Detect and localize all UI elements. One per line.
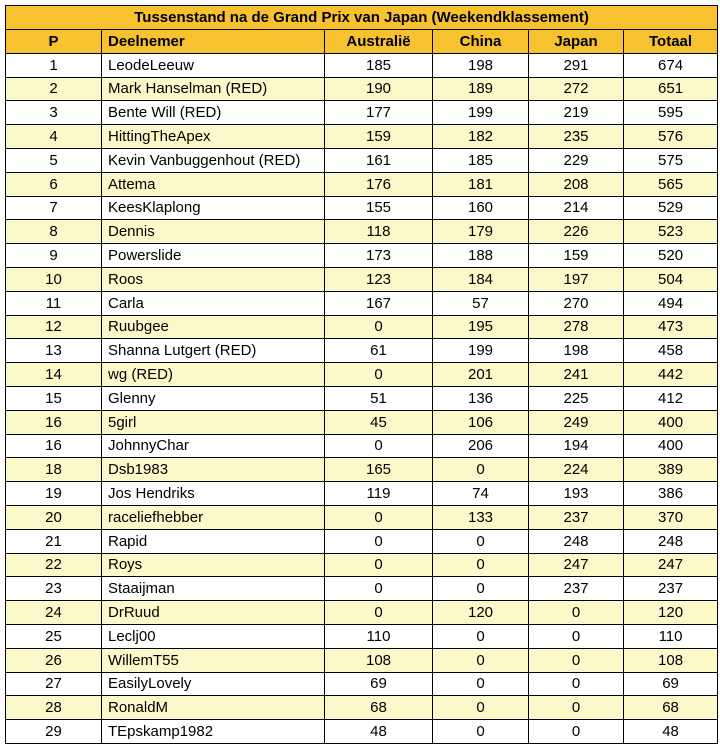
cell-australia: 110 [325, 624, 433, 648]
cell-position: 3 [6, 101, 102, 125]
cell-total: 651 [624, 77, 718, 101]
cell-china: 57 [433, 291, 529, 315]
cell-participant: 5girl [102, 410, 325, 434]
cell-participant: Carla [102, 291, 325, 315]
cell-australia: 108 [325, 648, 433, 672]
table-row [6, 672, 718, 696]
cell-china: 0 [433, 624, 529, 648]
cell-participant: Powerslide [102, 244, 325, 268]
cell-participant: JohnnyChar [102, 434, 325, 458]
table-row [6, 267, 718, 291]
cell-position: 11 [6, 291, 102, 315]
cell-australia: 0 [325, 505, 433, 529]
cell-participant: wg (RED) [102, 363, 325, 387]
cell-total: 412 [624, 386, 718, 410]
cell-total: 120 [624, 601, 718, 625]
cell-participant: Roos [102, 267, 325, 291]
cell-position: 23 [6, 577, 102, 601]
cell-total: 370 [624, 505, 718, 529]
cell-japan: 272 [529, 77, 624, 101]
cell-australia: 119 [325, 482, 433, 506]
table-row [6, 553, 718, 577]
table-row [6, 315, 718, 339]
cell-australia: 0 [325, 363, 433, 387]
cell-total: 442 [624, 363, 718, 387]
cell-china: 201 [433, 363, 529, 387]
cell-participant: WillemT55 [102, 648, 325, 672]
cell-japan: 0 [529, 624, 624, 648]
cell-participant: Shanna Lutgert (RED) [102, 339, 325, 363]
table-row [6, 505, 718, 529]
cell-australia: 190 [325, 77, 433, 101]
cell-position: 15 [6, 386, 102, 410]
cell-participant: RonaldM [102, 696, 325, 720]
cell-china: 0 [433, 577, 529, 601]
cell-australia: 69 [325, 672, 433, 696]
cell-total: 108 [624, 648, 718, 672]
cell-position: 24 [6, 601, 102, 625]
cell-japan: 248 [529, 529, 624, 553]
cell-japan: 193 [529, 482, 624, 506]
cell-japan: 0 [529, 601, 624, 625]
cell-china: 195 [433, 315, 529, 339]
cell-japan: 247 [529, 553, 624, 577]
cell-total: 494 [624, 291, 718, 315]
cell-japan: 291 [529, 53, 624, 77]
cell-participant: Kevin Vanbuggenhout (RED) [102, 148, 325, 172]
cell-china: 182 [433, 125, 529, 149]
cell-position: 20 [6, 505, 102, 529]
cell-japan: 214 [529, 196, 624, 220]
cell-china: 74 [433, 482, 529, 506]
cell-japan: 224 [529, 458, 624, 482]
cell-position: 13 [6, 339, 102, 363]
cell-australia: 0 [325, 577, 433, 601]
cell-australia: 0 [325, 315, 433, 339]
cell-total: 575 [624, 148, 718, 172]
cell-japan: 198 [529, 339, 624, 363]
cell-position: 27 [6, 672, 102, 696]
cell-china: 179 [433, 220, 529, 244]
cell-china: 136 [433, 386, 529, 410]
cell-total: 48 [624, 720, 718, 744]
cell-total: 68 [624, 696, 718, 720]
table-row [6, 148, 718, 172]
table-row [6, 172, 718, 196]
cell-australia: 51 [325, 386, 433, 410]
cell-china: 160 [433, 196, 529, 220]
cell-china: 184 [433, 267, 529, 291]
cell-participant: Jos Hendriks [102, 482, 325, 506]
cell-australia: 118 [325, 220, 433, 244]
cell-china: 0 [433, 672, 529, 696]
cell-australia: 173 [325, 244, 433, 268]
cell-china: 133 [433, 505, 529, 529]
header-japan: Japan [529, 30, 624, 54]
cell-australia: 0 [325, 434, 433, 458]
cell-australia: 48 [325, 720, 433, 744]
cell-china: 0 [433, 529, 529, 553]
cell-total: 523 [624, 220, 718, 244]
cell-total: 237 [624, 577, 718, 601]
cell-china: 185 [433, 148, 529, 172]
table-row [6, 529, 718, 553]
cell-china: 0 [433, 720, 529, 744]
cell-total: 595 [624, 101, 718, 125]
cell-position: 16 [6, 410, 102, 434]
cell-china: 0 [433, 648, 529, 672]
cell-china: 189 [433, 77, 529, 101]
cell-total: 576 [624, 125, 718, 149]
cell-participant: EasilyLovely [102, 672, 325, 696]
cell-total: 520 [624, 244, 718, 268]
cell-australia: 176 [325, 172, 433, 196]
cell-japan: 226 [529, 220, 624, 244]
standings-body [6, 53, 718, 743]
cell-china: 199 [433, 101, 529, 125]
cell-japan: 0 [529, 696, 624, 720]
table-row [6, 696, 718, 720]
cell-participant: Leclj00 [102, 624, 325, 648]
cell-position: 7 [6, 196, 102, 220]
table-row [6, 339, 718, 363]
table-row [6, 601, 718, 625]
cell-total: 565 [624, 172, 718, 196]
cell-position: 16 [6, 434, 102, 458]
cell-position: 14 [6, 363, 102, 387]
cell-participant: Ruubgee [102, 315, 325, 339]
cell-participant: Attema [102, 172, 325, 196]
table-row [6, 386, 718, 410]
standings-sheet [5, 5, 717, 744]
cell-participant: raceliefhebber [102, 505, 325, 529]
cell-position: 25 [6, 624, 102, 648]
cell-japan: 225 [529, 386, 624, 410]
cell-china: 198 [433, 53, 529, 77]
cell-position: 26 [6, 648, 102, 672]
cell-total: 389 [624, 458, 718, 482]
cell-japan: 229 [529, 148, 624, 172]
table-row [6, 244, 718, 268]
cell-total: 504 [624, 267, 718, 291]
cell-china: 0 [433, 553, 529, 577]
header-australia: Australië [325, 30, 433, 54]
cell-participant: TEpskamp1982 [102, 720, 325, 744]
cell-japan: 208 [529, 172, 624, 196]
cell-position: 6 [6, 172, 102, 196]
cell-japan: 237 [529, 505, 624, 529]
table-row [6, 101, 718, 125]
cell-australia: 0 [325, 601, 433, 625]
cell-japan: 249 [529, 410, 624, 434]
cell-position: 1 [6, 53, 102, 77]
table-row [6, 196, 718, 220]
cell-china: 206 [433, 434, 529, 458]
header-participant: Deelnemer [102, 30, 325, 54]
cell-japan: 270 [529, 291, 624, 315]
cell-participant: HittingTheApex [102, 125, 325, 149]
table-row [6, 220, 718, 244]
table-row [6, 720, 718, 744]
cell-participant: Roys [102, 553, 325, 577]
cell-australia: 68 [325, 696, 433, 720]
cell-china: 188 [433, 244, 529, 268]
table-row [6, 363, 718, 387]
cell-total: 400 [624, 434, 718, 458]
header-total: Totaal [624, 30, 718, 54]
cell-australia: 0 [325, 553, 433, 577]
cell-total: 69 [624, 672, 718, 696]
cell-participant: Bente Will (RED) [102, 101, 325, 125]
cell-position: 5 [6, 148, 102, 172]
cell-australia: 0 [325, 529, 433, 553]
table-row [6, 53, 718, 77]
cell-japan: 0 [529, 720, 624, 744]
cell-china: 181 [433, 172, 529, 196]
cell-japan: 235 [529, 125, 624, 149]
standings-table [5, 5, 718, 744]
table-row [6, 291, 718, 315]
cell-china: 120 [433, 601, 529, 625]
cell-australia: 167 [325, 291, 433, 315]
cell-australia: 165 [325, 458, 433, 482]
cell-japan: 194 [529, 434, 624, 458]
header-position: P [6, 30, 102, 54]
cell-participant: LeodeLeeuw [102, 53, 325, 77]
cell-position: 2 [6, 77, 102, 101]
cell-total: 386 [624, 482, 718, 506]
cell-participant: KeesKlaplong [102, 196, 325, 220]
cell-japan: 159 [529, 244, 624, 268]
cell-position: 22 [6, 553, 102, 577]
cell-position: 28 [6, 696, 102, 720]
cell-total: 529 [624, 196, 718, 220]
cell-total: 473 [624, 315, 718, 339]
cell-participant: Mark Hanselman (RED) [102, 77, 325, 101]
cell-japan: 237 [529, 577, 624, 601]
cell-participant: Glenny [102, 386, 325, 410]
cell-position: 29 [6, 720, 102, 744]
table-row [6, 125, 718, 149]
cell-japan: 0 [529, 648, 624, 672]
cell-position: 19 [6, 482, 102, 506]
cell-australia: 161 [325, 148, 433, 172]
cell-china: 199 [433, 339, 529, 363]
cell-position: 18 [6, 458, 102, 482]
cell-japan: 241 [529, 363, 624, 387]
cell-position: 4 [6, 125, 102, 149]
cell-australia: 123 [325, 267, 433, 291]
cell-japan: 219 [529, 101, 624, 125]
cell-total: 400 [624, 410, 718, 434]
cell-australia: 185 [325, 53, 433, 77]
table-row [6, 77, 718, 101]
header-row [6, 30, 718, 54]
cell-position: 10 [6, 267, 102, 291]
cell-position: 8 [6, 220, 102, 244]
cell-total: 674 [624, 53, 718, 77]
cell-australia: 155 [325, 196, 433, 220]
cell-participant: Dsb1983 [102, 458, 325, 482]
table-row [6, 624, 718, 648]
cell-participant: Rapid [102, 529, 325, 553]
title-row [6, 6, 718, 30]
table-title: Tussenstand na de Grand Prix van Japan (Weekendklassement) [6, 6, 718, 30]
cell-total: 458 [624, 339, 718, 363]
cell-japan: 0 [529, 672, 624, 696]
table-row [6, 482, 718, 506]
cell-total: 247 [624, 553, 718, 577]
cell-total: 248 [624, 529, 718, 553]
cell-china: 0 [433, 458, 529, 482]
cell-australia: 159 [325, 125, 433, 149]
cell-japan: 278 [529, 315, 624, 339]
cell-japan: 197 [529, 267, 624, 291]
cell-position: 9 [6, 244, 102, 268]
table-row [6, 648, 718, 672]
cell-participant: Dennis [102, 220, 325, 244]
header-china: China [433, 30, 529, 54]
cell-australia: 61 [325, 339, 433, 363]
table-row [6, 458, 718, 482]
cell-china: 0 [433, 696, 529, 720]
cell-position: 21 [6, 529, 102, 553]
table-row [6, 434, 718, 458]
cell-participant: Staaijman [102, 577, 325, 601]
cell-china: 106 [433, 410, 529, 434]
table-row [6, 577, 718, 601]
table-row [6, 410, 718, 434]
cell-total: 110 [624, 624, 718, 648]
cell-position: 12 [6, 315, 102, 339]
cell-participant: DrRuud [102, 601, 325, 625]
cell-australia: 45 [325, 410, 433, 434]
cell-australia: 177 [325, 101, 433, 125]
